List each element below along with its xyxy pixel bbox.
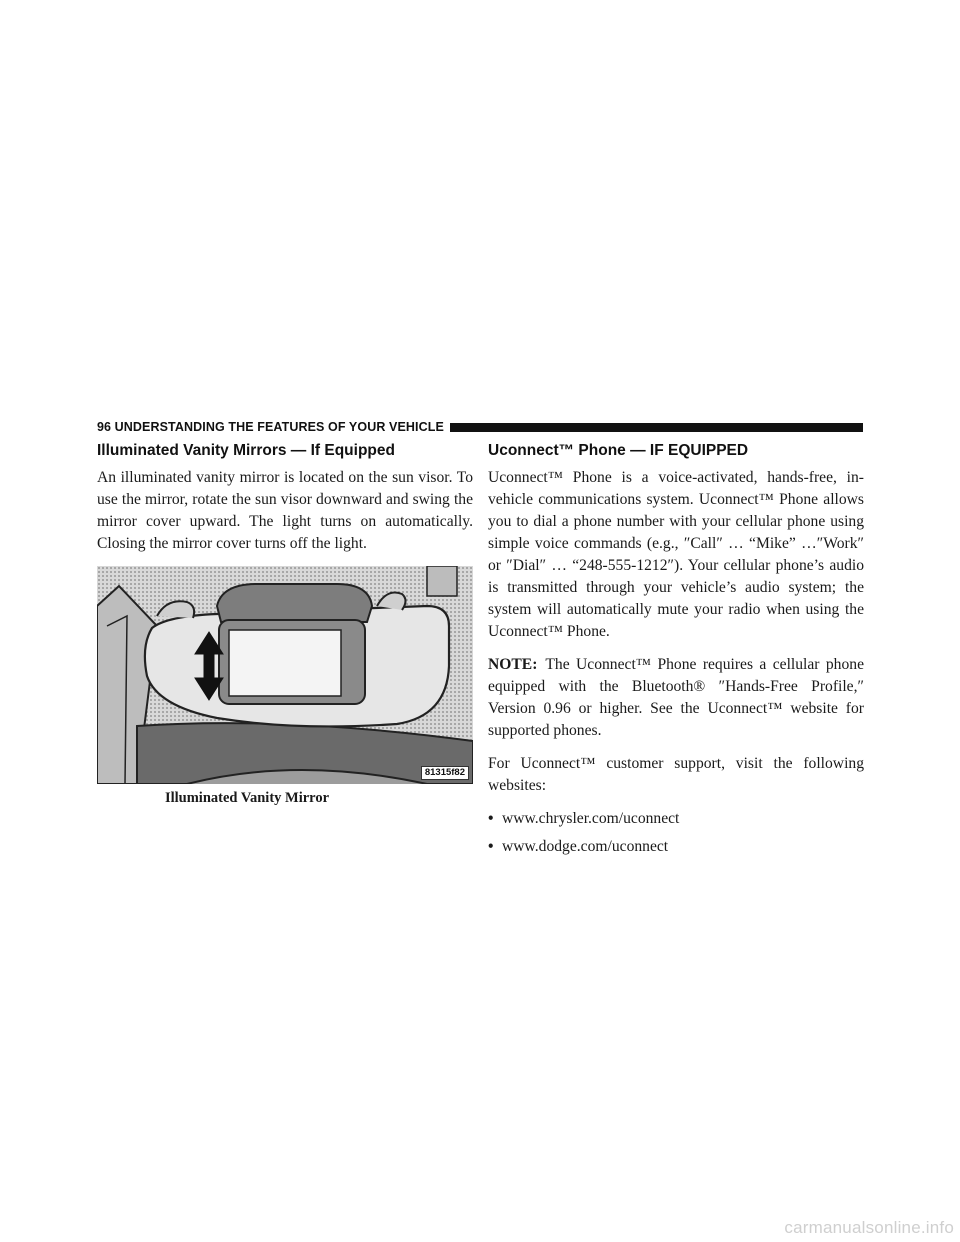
watermark: carmanualsonline.info — [784, 1218, 954, 1237]
website-link[interactable]: www.chrysler.com/uconnect — [502, 810, 680, 827]
header-rule — [450, 423, 863, 432]
list-item[interactable] — [488, 836, 864, 858]
support-paragraph: For Uconnect™ customer support, visit the following websites: — [488, 755, 864, 794]
vanity-mirror-drawing — [97, 566, 473, 784]
vanity-mirror-illustration — [97, 566, 473, 784]
right-column — [488, 441, 864, 864]
left-column — [97, 441, 473, 807]
vanity-mirror-heading: Illuminated Vanity Mirrors — If Equipped — [97, 442, 395, 459]
bullet-icon: • — [488, 810, 494, 827]
running-header — [97, 418, 863, 436]
note-label: NOTE: — [488, 656, 538, 673]
uconnect-note — [488, 654, 864, 742]
website-link[interactable]: www.dodge.com/uconnect — [502, 838, 669, 855]
uconnect-heading: Uconnect™ Phone — IF EQUIPPED — [488, 442, 749, 459]
bullet-icon: • — [488, 838, 494, 855]
uconnect-paragraph: Uconnect™ Phone is a voice-activated, hands-free, in-vehicle communications system. Uconnect™ Phone allows you to dial a phone number with your cellular phone using simple voice commands (e.g., ″Call″ … “Mike” …″Work″ or ″Dial″ … “248-555-1212″). Your cellular phone’s audio is transmitted through your vehicle’s audio system; the system will automatically mute your radio when using the Uconnect™ Phone. — [488, 469, 864, 640]
figure-code: 81315f82 — [421, 766, 469, 780]
vanity-mirror-paragraph: An illuminated vanity mirror is located on the sun visor. To use the mirror, rotate the sun visor downward and swing the mirror cover upward. The light turns on automatically. Closing the mirror cover turns off the light. — [97, 469, 473, 552]
website-list — [488, 808, 864, 858]
page-header-text: 96 UNDERSTANDING THE FEATURES OF YOUR VEHICLE — [97, 420, 444, 434]
list-item[interactable] — [488, 808, 864, 830]
figure-caption: Illuminated Vanity Mirror — [164, 790, 330, 806]
note-text: The Uconnect™ Phone requires a cellular phone equipped with the Bluetooth® ″Hands-Free Profile,″ Version 0.96 or higher. See the Uconnect™ website for supported phones. — [488, 656, 864, 739]
